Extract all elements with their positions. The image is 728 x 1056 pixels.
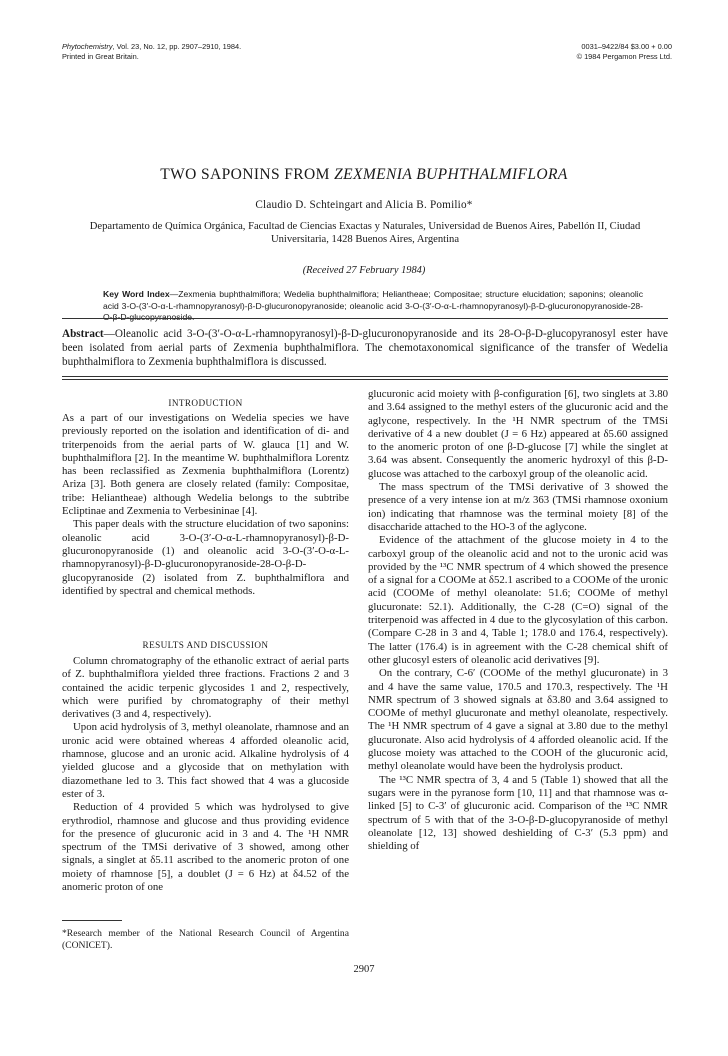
title-prefix: TWO SAPONINS FROM <box>160 166 335 183</box>
printed-in: Printed in Great Britain. <box>62 52 139 61</box>
journal-volume: , Vol. 23, No. 12, pp. 2907–2910, 1984. <box>112 42 242 51</box>
page-number: 2907 <box>353 964 375 975</box>
right-paragraph-5: The ¹³C NMR spectra of 3, 4 and 5 (Table 1) showed that all the sugars were in the pyranose form [10, 11] and that rhamnose was α-linked [5] to C-3′ of glucuronic acid. Comparison of the ¹³C NMR spectrum of 5 with that of the 3-O-β-D-glucopyranoside of methyl oleanolate [12, 13] showed deshielding of C-3′ (5.3 ppm) and shielding of <box>368 773 668 853</box>
right-paragraph-4: On the contrary, C-6′ (COOMe of the methyl glucuronate) in 3 and 4 have the same value, 170.5 and 170.3, respectively. The ¹H NMR spectrum of 3 showed signals at δ3.80 and 3.64 assigned to COOMe of methyl glucuronate and methyl oleanolate, respectively. The ¹H NMR spectrum of 4 gave a signal at 3.80 due to the methyl glucuronate. Also acid hydrolysis of 4 afforded oleanolic acid. If the glucose moiety was attached to the COOH of the glucuronic acid, methyl oleanolate would have been the hydrolysis product. <box>368 667 668 773</box>
left-column <box>62 0 349 1056</box>
intro-paragraph-1: As a part of our investigations on Wedelia species we have previously reported on the isolation and identification of di- and triterpenoids from the aerial parts of W. glauca [1] and W. buphthalmiflora [2]. In the meantime W. buphthalmiflora Lorentz has been reclassified as Zexmenia buphthalmiflora (Lorentz) Ariza [3]. Both genera are closely related (family: Compositae, tribe: Heliantheae) although Wedelia belongs to the subtribe Ecliptinae and Zexmenia to Verbesininae [4]. <box>62 412 349 518</box>
keyword-text: —Zexmenia buphthalmiflora; Wedelia buphthalmiflora; Heliantheae; Compositae; structure elucidation; saponins; oleanolic acid 3-O-(3′-O-α-L-rhamnopyranosyl)-β-D-glucuronopyranoside; oleanolic acid 3-O-(3′-O-α-L-rhamnopyranosyl)-β-D-glucuronopyranoside-28-O-β-D-glucopyranoside. <box>103 289 643 323</box>
results-paragraph-1: Column chromatography of the ethanolic extract of aerial parts of Z. buphthalmiflora yielded three fractions. Fractions 2 and 3 contained the acidic terpenic glycosides 1 and 2, respectively, which were purified by chromatography of their methyl derivatives (3 and 4, respectively). <box>62 655 349 721</box>
copyright-notice: © 1984 Pergamon Press Ltd. <box>576 52 672 61</box>
intro-paragraph-2: This paper deals with the structure elucidation of two saponins: oleanolic acid 3-O-(3′-O-α-L-rhamnopyranosyl)-β-D-glucuronopyranoside (1) and oleanolic acid 3-O-(3′-O-α-L-rhamnopyranosyl)-β-D-glucuronopyranoside-28-O-β-D-glucopyranoside (2) isolated from Z. buphthalmiflora and identified by spectral and chemical methods. <box>62 518 349 597</box>
introduction-text <box>62 412 349 598</box>
results-paragraph-3: Reduction of 4 provided 5 which was hydrolysed to give erythrodiol, rhamnose and glucose and thus providing evidence for the presence of glucuronic acid in 3 and 4. The ¹H NMR spectrum of the TMSi derivative of 3 showed, among other signals, a singlet at δ5.11 ascribed to the anomeric proton of one moiety of rhamnose [5], a doublet (J = 6 Hz) at δ4.52 of the anomeric proton of one <box>62 801 349 894</box>
footnote: *Research member of the National Research Council of Argentina (CONICET). <box>62 928 349 951</box>
results-paragraph-2: Upon acid hydrolysis of 3, methyl oleanolate, rhamnose and an uronic acid were obtained whereas 4 afforded oleanolic acid, rhamnose, glucose and an uronic acid. Alkaline hydrolysis of 4 yielded glucose and a glycoside that on methylation with diazomethane led to 3. This fact showed that 4 was a glucoside ester of 3. <box>62 721 349 800</box>
journal-name: Phytochemistry <box>62 42 113 51</box>
abstract-text: —Oleanolic acid 3-O-(3′-O-α-L-rhamnopyranosyl)-β-D-glucuronopyranoside and its 28-O-β-D-glucopyranosyl ester have been isolated from aerial parts of Zexmenia buphthalmiflora. The chemotaxonomical significance of the transfer of Wedelia buphthalmiflora to Zexmenia buphthalmiflora is discussed. <box>62 328 668 368</box>
right-column <box>368 0 668 1056</box>
introduction-heading: INTRODUCTION <box>168 398 243 408</box>
authors: Claudio D. Schteingart and Alicia B. Pomilio* <box>255 199 473 211</box>
title-species: ZEXMENIA BUPHTHALMIFLORA <box>334 166 568 183</box>
issn-price: 0031–9422/84 $3.00 + 0.00 <box>581 42 672 51</box>
right-paragraph-3: Evidence of the attachment of the glucose moiety in 4 to the carboxyl group of the oleanolic acid and not to the uronic acid was provided by the ¹³C NMR spectrum of 4 which showed the presence of a signal for a COOMe at δ52.1 ascribed to a COOMe of the uronic acid (COOMe of methyl oleanolate: 51.6; COOMe of methyl glucuronate: 52.1). Additionally, the C-28 (C=O) signal of the triterpenoid was affected in 4 due to the glycosylation of this carbon. (Compare C-28 in 3 and 4, Table 1; 178.0 and 176.4, respectively). The latter (176.4) is in agreement with the C-28 chemical shift of other glucosyl esters of oleanolic acid derivatives [9]. <box>368 534 668 666</box>
results-text <box>62 655 349 894</box>
right-paragraph-2: The mass spectrum of the TMSi derivative of 3 showed the presence of a very intense ion at m/z 363 (TMSi rhamnose oxonium ion) indicating that rhamnose was the terminal moiety [8] of the disaccharide attached to the HO-3 of the aglycone. <box>368 481 668 533</box>
right-column-text <box>368 388 668 853</box>
affiliation: Departamento de Química Orgánica, Facultad de Ciencias Exactas y Naturales, Universidad de Buenos Aires, Pabellón II, Ciudad Universitaria, 1428 Buenos Aires, Argentina <box>89 221 641 245</box>
abstract-label: Abstract <box>62 328 104 340</box>
footnote-rule <box>62 920 122 921</box>
right-paragraph-1: glucuronic acid moiety with β-configuration [6], two singlets at 3.80 and 3.64 assigned to the methyl esters of the glucuronic acid and the aglycone, respectively. In the ¹H NMR spectrum of the TMSi derivative of 4 a new doublet (J = 6 Hz) appeared at δ5.60 assigned to the anomeric proton of one β-D-glucose [7] while the singlet at 3.64 was absent. Consequently the anomeric hydroxyl of this β-D-glucose was attached to the carboxyl group of the oleanolic acid. <box>368 388 668 480</box>
received-date: (Received 27 February 1984) <box>302 265 426 276</box>
keyword-label: Key Word Index <box>103 289 170 299</box>
results-heading: RESULTS AND DISCUSSION <box>142 640 269 650</box>
